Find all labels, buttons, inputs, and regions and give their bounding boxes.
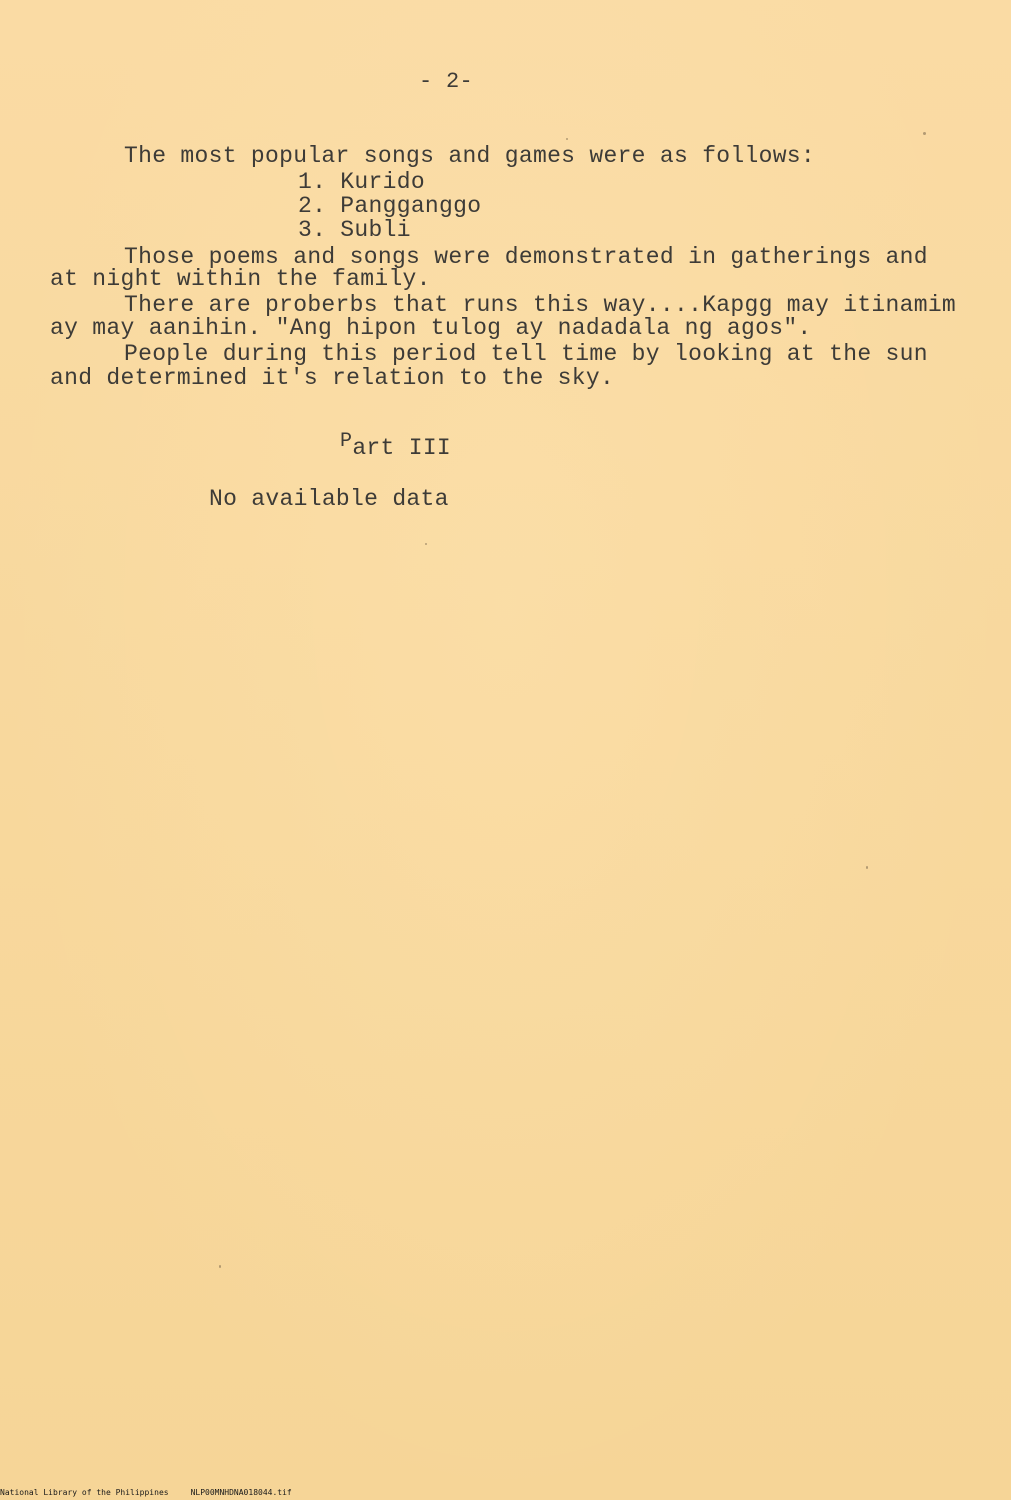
section-heading-rest: art III — [352, 435, 452, 461]
paragraph-line: ay may aanihin. "Ang hipon tulog ay nadadala ng agos". — [50, 315, 812, 341]
paper-speck — [219, 1265, 221, 1268]
paper-speck — [566, 138, 568, 140]
paper-speck — [866, 866, 868, 869]
paragraph-line: There are proberbs that runs this way....Kapgg may itinamim — [124, 292, 957, 318]
section-content: No available data — [209, 486, 449, 512]
section-heading-initial: P — [340, 430, 353, 453]
page-number: - 2- — [419, 69, 474, 94]
footer-library: National Library of the Philippines — [0, 1488, 169, 1497]
section-heading — [340, 430, 452, 462]
list-item: 2. Pangganggo — [298, 193, 482, 219]
paper-speck — [923, 132, 926, 135]
paragraph-line: at night within the family. — [50, 266, 431, 292]
paragraph-line: Those poems and songs were demonstrated in gatherings and — [124, 244, 928, 270]
list-item: 1. Kurido — [298, 169, 425, 195]
footer — [0, 1488, 292, 1498]
paragraph-line: and determined it's relation to the sky. — [50, 365, 615, 391]
paragraph-line: People during this period tell time by looking at the sun — [124, 341, 928, 367]
footer-filename: NLP00MNHDNA018044.tif — [190, 1488, 292, 1497]
paper-speck — [425, 543, 427, 545]
list-item: 3. Subli — [298, 217, 411, 243]
intro-line: The most popular songs and games were as follows: — [124, 143, 816, 169]
